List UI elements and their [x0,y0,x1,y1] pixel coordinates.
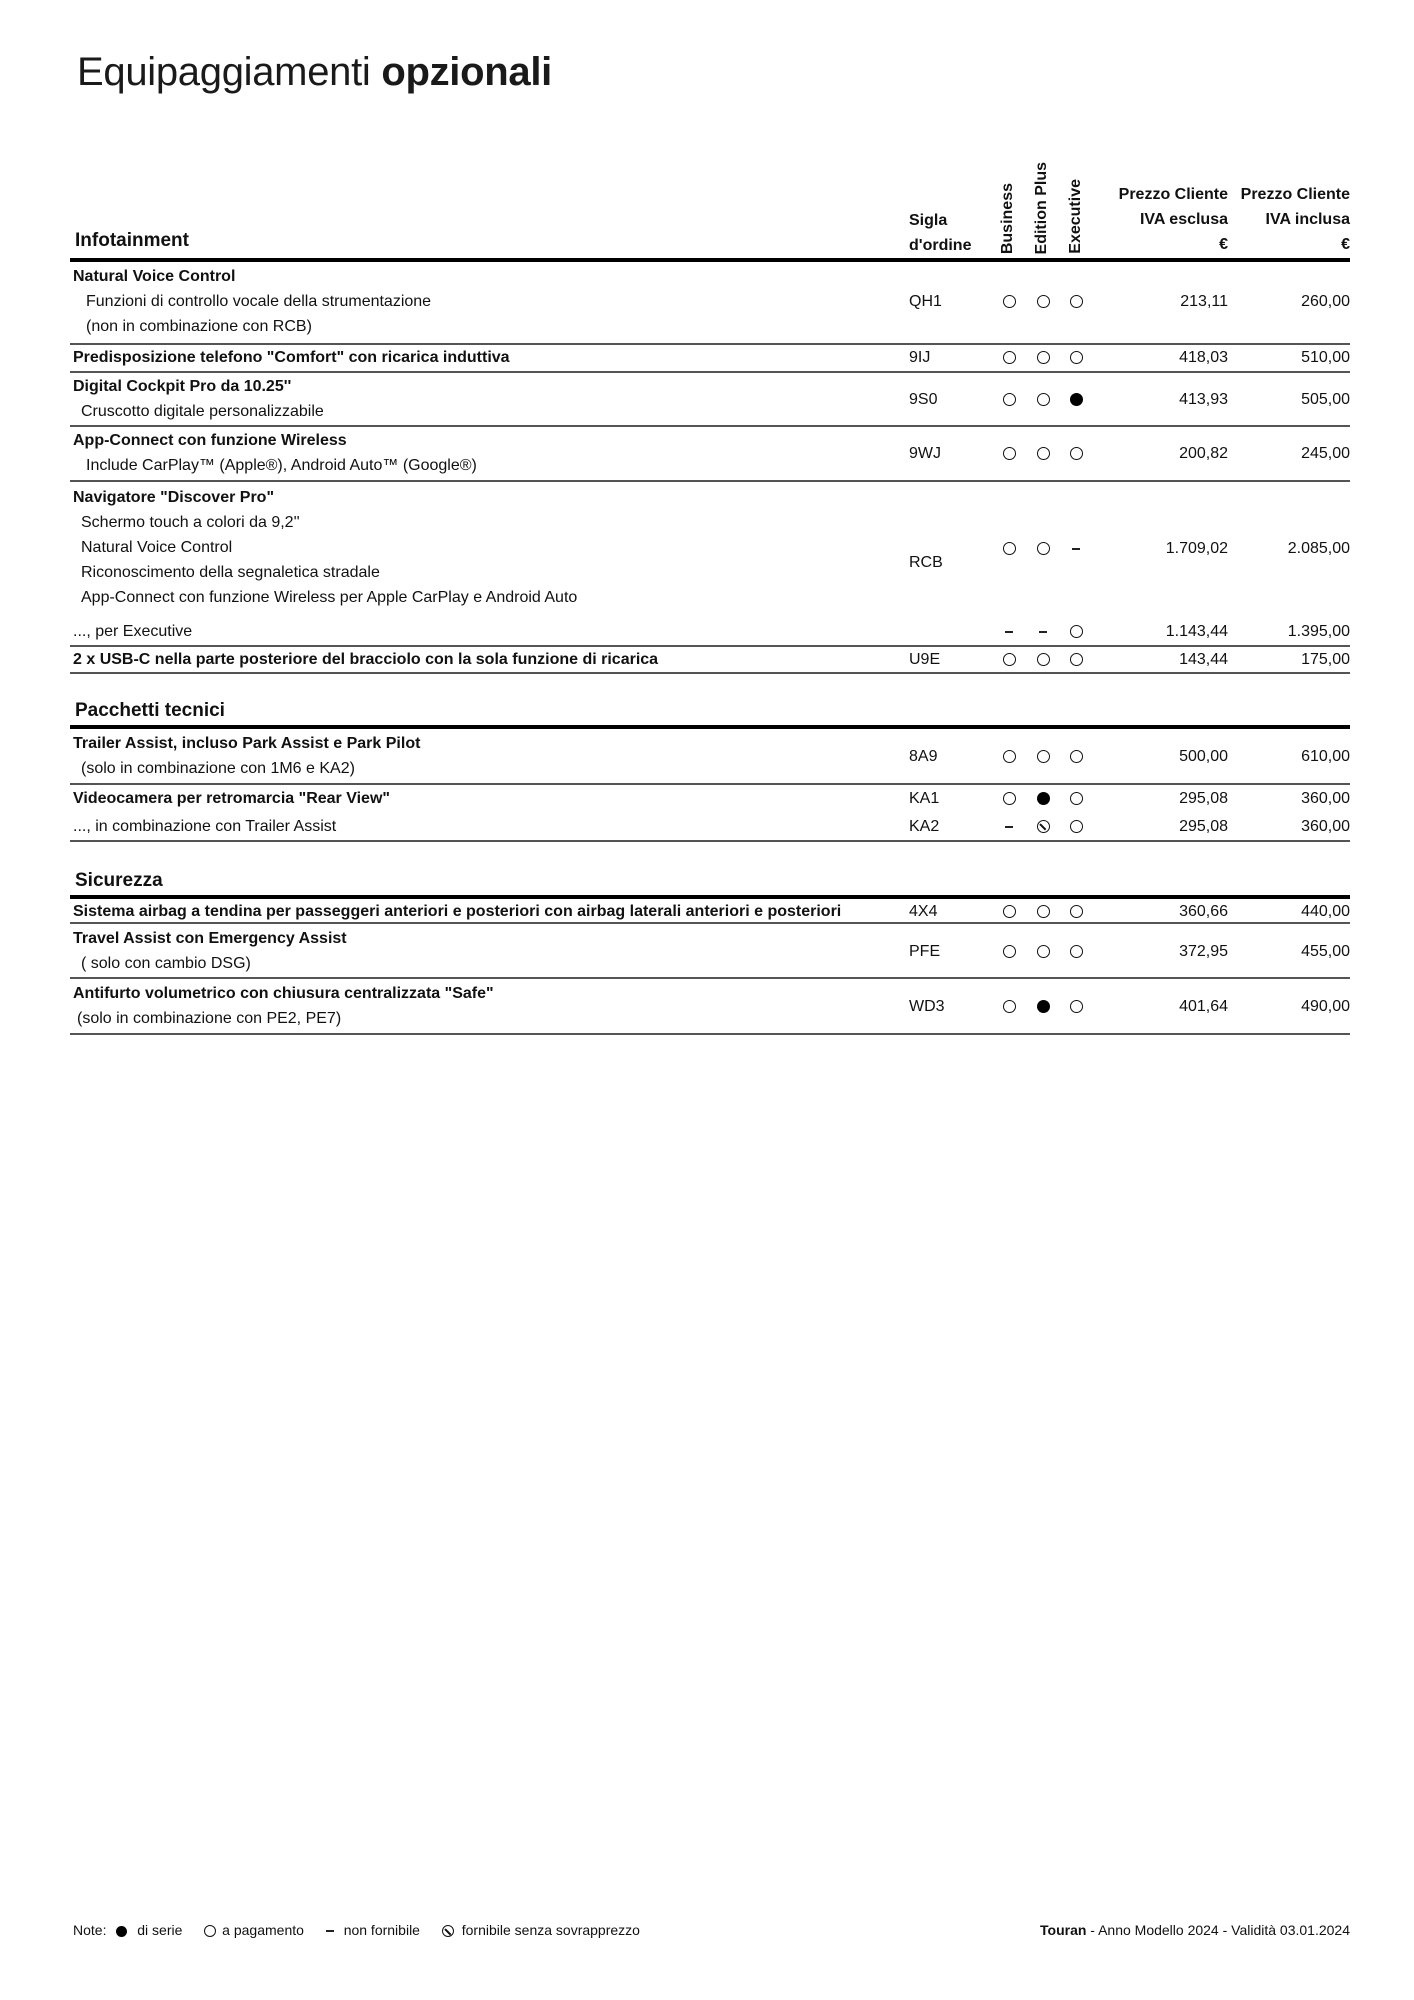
column-header-price-incl: Prezzo Cliente IVA inclusa € [1240,186,1350,253]
price-incl-vat: 490,00 [1301,998,1350,1015]
trim-executive-status [1067,786,1085,811]
row-detail: ( solo con cambio DSG) [81,955,251,972]
price-excl-vat: 1.709,02 [1165,540,1228,557]
row-divider [70,977,1350,979]
trim-edition-plus-status [1034,619,1052,644]
optional-paid-icon [1070,295,1083,308]
column-header-executive: Executive [1067,179,1084,254]
price-excl-vat: 401,64 [1179,998,1228,1015]
price-incl-vat: 175,00 [1301,651,1350,668]
row-divider [70,480,1350,482]
row-detail: (solo in combinazione con 1M6 e KA2) [81,760,355,777]
trim-business-status [1000,814,1018,839]
section-title: Infotainment [75,230,189,251]
table-row [70,814,1350,840]
trim-executive-status [1067,814,1085,839]
optional-paid-icon [1003,1000,1016,1013]
row-title: 2 x USB-C nella parte posteriore del bracciolo con la sola funzione di ricarica [73,651,659,668]
optional-paid-icon [1003,351,1016,364]
column-header-price-excl: Prezzo Cliente IVA esclusa € [1118,186,1228,253]
row-detail: (non in combinazione con RCB) [86,318,312,335]
optional-paid-icon [1037,653,1050,666]
optional-paid-icon [1003,393,1016,406]
trim-edition-plus-status [1034,994,1052,1019]
table-row [70,374,1350,426]
price-excl-vat: 372,95 [1179,943,1228,960]
table-row [70,345,1350,371]
order-code: KA1 [909,790,940,807]
optional-paid-icon [1070,945,1083,958]
row-title: Antifurto volumetrico con chiusura centralizzata "Safe" [73,985,494,1002]
optional-paid-icon [204,1925,216,1937]
price-excl-vat: 295,08 [1179,790,1228,807]
price-excl-vat: 360,66 [1179,903,1228,920]
trim-business-status [1000,899,1018,924]
standard-equipment-icon [116,1926,127,1937]
page-title-bold: opzionali [381,50,552,94]
optional-paid-icon [1003,750,1016,763]
order-code: KA2 [909,818,940,835]
row-divider [70,1033,1350,1035]
row-detail: Funzioni di controllo vocale della strumentazione [86,293,432,310]
section-title: Pacchetti tecnici [75,700,225,721]
row-divider [70,672,1350,674]
order-code: QH1 [909,293,942,310]
row-title: Trailer Assist, incluso Park Assist e Park Pilot [73,735,421,752]
row-detail: (solo in combinazione con PE2, PE7) [77,1010,342,1027]
optional-paid-icon [1003,447,1016,460]
table-row [70,981,1350,1033]
price-incl-vat: 510,00 [1301,349,1350,366]
row-title: Sistema airbag a tendina per passeggeri anteriori e posteriori con airbag laterali anteriori e posteriori [73,903,842,920]
page-title [77,50,552,95]
trim-edition-plus-status [1034,744,1052,769]
not-available-icon [326,1930,334,1932]
price-excl-vat: 418,03 [1179,349,1228,366]
row-title: ..., in combinazione con Trailer Assist [73,818,337,835]
table-row [70,428,1350,480]
not-available-icon [1072,548,1080,550]
trim-executive-status [1067,994,1085,1019]
table-row [70,926,1350,978]
row-title: ..., per Executive [73,623,193,640]
price-incl-vat: 610,00 [1301,748,1350,765]
table-row [70,647,1350,673]
trim-executive-status [1067,536,1085,561]
row-detail: Cruscotto digitale personalizzabile [81,403,324,420]
trim-edition-plus-status [1034,387,1052,412]
not-available-icon [1039,631,1047,633]
optional-paid-icon [1037,945,1050,958]
optional-paid-icon [1003,945,1016,958]
column-header-business: Business [999,182,1016,254]
trim-business-status [1000,441,1018,466]
row-divider [70,783,1350,785]
row-title: Videocamera per retromarcia "Rear View" [73,790,390,807]
trim-edition-plus-status [1034,345,1052,370]
trim-edition-plus-status [1034,536,1052,561]
optional-paid-icon [1003,295,1016,308]
price-incl-vat: 440,00 [1301,903,1350,920]
not-available-icon [1005,826,1013,828]
trim-business-status [1000,744,1018,769]
price-incl-vat: 245,00 [1301,445,1350,462]
order-code: 4X4 [909,903,938,920]
table-row [70,786,1350,812]
optional-paid-icon [1037,351,1050,364]
price-incl-vat: 1.395,00 [1287,623,1350,640]
optional-paid-icon [1070,625,1083,638]
price-excl-vat: 1.143,44 [1165,623,1228,640]
optional-paid-icon [1003,542,1016,555]
section-title: Sicurezza [75,870,163,891]
optional-paid-icon [1037,750,1050,763]
order-code: 9WJ [909,445,941,462]
price-incl-vat: 360,00 [1301,790,1350,807]
trim-executive-status [1067,387,1085,412]
standard-equipment-icon [1070,393,1083,406]
trim-business-status [1000,536,1018,561]
trim-executive-status [1067,744,1085,769]
optional-paid-icon [1003,653,1016,666]
trim-business-status [1000,939,1018,964]
legend-paid: a pagamento [222,1922,304,1938]
page-title-light: Equipaggiamenti [77,50,371,94]
row-title: Digital Cockpit Pro da 10.25'' [73,378,292,395]
optional-paid-icon [1037,295,1050,308]
optional-paid-icon [1070,820,1083,833]
price-incl-vat: 260,00 [1301,293,1350,310]
price-incl-vat: 2.085,00 [1287,540,1350,557]
optional-paid-icon [1070,792,1083,805]
row-divider [70,840,1350,842]
trim-business-status [1000,647,1018,672]
row-divider [70,922,1350,924]
legend [73,1922,646,1938]
order-code: U9E [909,651,941,668]
standard-equipment-icon [1037,1000,1050,1013]
table-row [70,485,1350,615]
price-excl-vat: 295,08 [1179,818,1228,835]
no-extra-cost-icon [1037,820,1050,833]
trim-business-status [1000,994,1018,1019]
trim-business-status [1000,619,1018,644]
legend-label: Note: [73,1922,107,1938]
row-title: App-Connect con funzione Wireless [73,432,347,449]
optional-paid-icon [1070,653,1083,666]
standard-equipment-icon [1037,792,1050,805]
optional-paid-icon [1037,447,1050,460]
price-excl-vat: 213,11 [1180,293,1228,310]
row-detail: Schermo touch a colori da 9,2'' [81,514,300,531]
table-row [70,262,1350,342]
trim-business-status [1000,289,1018,314]
trim-edition-plus-status [1034,441,1052,466]
column-header-code: Sigla d'ordine [909,212,972,254]
order-code: 8A9 [909,748,938,765]
price-excl-vat: 413,93 [1179,391,1228,408]
row-divider [70,425,1350,427]
optional-paid-icon [1070,750,1083,763]
trim-edition-plus-status [1034,899,1052,924]
price-excl-vat: 500,00 [1179,748,1228,765]
optional-paid-icon [1070,447,1083,460]
table-header-infotainment [70,160,1350,260]
trim-business-status [1000,345,1018,370]
trim-edition-plus-status [1034,647,1052,672]
trim-executive-status [1067,619,1085,644]
table-row [70,619,1350,645]
row-detail: App-Connect con funzione Wireless per Apple CarPlay e Android Auto [81,589,578,606]
trim-edition-plus-status [1034,289,1052,314]
no-extra-cost-icon [442,1925,454,1937]
optional-paid-icon [1070,1000,1083,1013]
optional-paid-icon [1037,905,1050,918]
trim-executive-status [1067,647,1085,672]
order-code: 9IJ [909,349,931,366]
table-row [70,731,1350,783]
row-detail: Include CarPlay™ (Apple®), Android Auto™ (Google®) [86,457,477,474]
trim-edition-plus-status [1034,786,1052,811]
optional-paid-icon [1070,351,1083,364]
trim-executive-status [1067,441,1085,466]
row-detail: Natural Voice Control [81,539,233,556]
order-code: WD3 [909,998,945,1015]
row-detail: Riconoscimento della segnaletica stradale [81,564,380,581]
legend-unavailable: non fornibile [343,1922,420,1938]
price-incl-vat: 505,00 [1301,391,1350,408]
price-excl-vat: 200,82 [1179,445,1228,462]
optional-paid-icon [1070,905,1083,918]
trim-executive-status [1067,289,1085,314]
optional-paid-icon [1037,542,1050,555]
model-name: Touran [1040,1922,1087,1938]
row-divider [70,371,1350,373]
column-header-edition-plus: Edition Plus [1033,161,1050,254]
trim-executive-status [1067,939,1085,964]
trim-executive-status [1067,345,1085,370]
order-code: PFE [909,943,941,960]
trim-edition-plus-status [1034,814,1052,839]
legend-no-extra-cost: fornibile senza sovrapprezzo [461,1922,640,1938]
order-code: 9S0 [909,391,938,408]
footer-model-info [1040,1922,1350,1938]
price-excl-vat: 143,44 [1179,651,1228,668]
trim-executive-status [1067,899,1085,924]
row-title: Travel Assist con Emergency Assist [73,930,347,947]
row-title: Predisposizione telefono "Comfort" con ricarica induttiva [73,349,510,366]
optional-paid-icon [1037,393,1050,406]
price-incl-vat: 360,00 [1301,818,1350,835]
section-divider [70,725,1350,729]
trim-business-status [1000,387,1018,412]
not-available-icon [1005,631,1013,633]
price-incl-vat: 455,00 [1301,943,1350,960]
trim-edition-plus-status [1034,939,1052,964]
trim-business-status [1000,786,1018,811]
optional-paid-icon [1003,792,1016,805]
order-code: RCB [909,554,943,571]
row-title: Natural Voice Control [73,268,236,285]
row-title: Navigatore "Discover Pro" [73,489,275,506]
legend-standard: di serie [137,1922,183,1938]
optional-paid-icon [1003,905,1016,918]
model-validity: - Anno Modello 2024 - Validità 03.01.2024 [1086,1922,1350,1938]
